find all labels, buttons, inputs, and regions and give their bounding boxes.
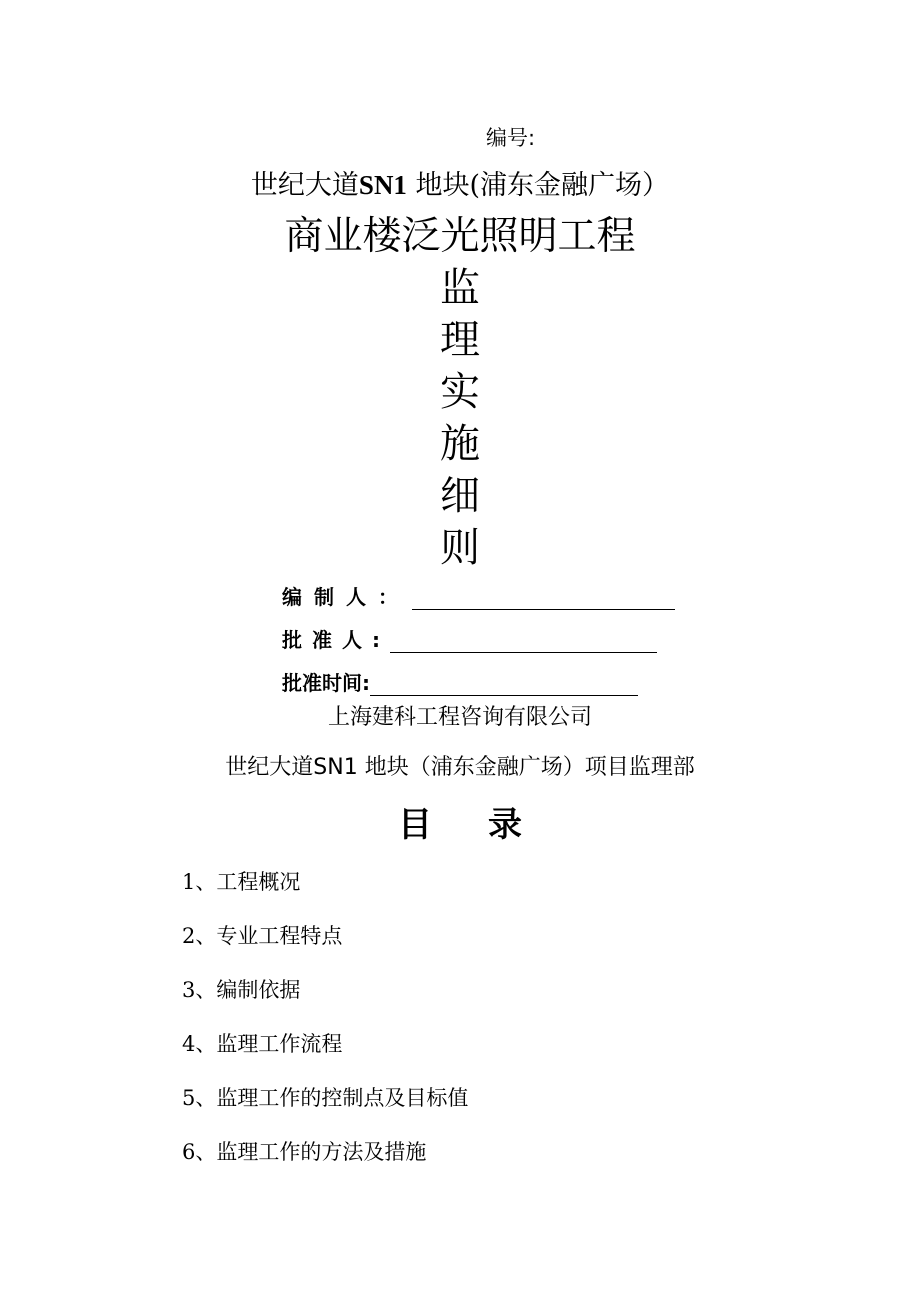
company-name: 上海建科工程咨询有限公司 — [327, 705, 592, 730]
approver-field — [282, 623, 657, 653]
toc-item[interactable]: 3、编制依据 — [182, 978, 301, 1002]
project-code: SN1 — [358, 170, 407, 200]
approval-time-field — [282, 666, 638, 696]
compiler-field — [282, 580, 675, 610]
document-type-char: 理 — [440, 317, 480, 363]
toc-item[interactable]: 1、工程概况 — [182, 870, 301, 894]
document-type-char: 施 — [440, 421, 480, 467]
toc-item[interactable]: 2、专业工程特点 — [182, 924, 343, 948]
document-type-char: 监 — [440, 265, 480, 311]
serial-number-label: 编号: — [486, 126, 536, 150]
toc-item[interactable]: 6、监理工作的方法及措施 — [182, 1140, 427, 1164]
document-type-char: 实 — [440, 369, 480, 415]
project-name-suffix: 地块(浦东金融广场） — [406, 170, 670, 201]
department-name: 世纪大道SN1 地块（浦东金融广场）项目监理部 — [225, 755, 695, 780]
toc-item[interactable]: 5、监理工作的控制点及目标值 — [182, 1086, 469, 1110]
document-type-char: 则 — [440, 525, 480, 571]
toc-item[interactable]: 4、监理工作流程 — [182, 1032, 343, 1056]
toc-list — [182, 864, 468, 1188]
approver-blank-line[interactable] — [390, 628, 657, 653]
document-type-vertical — [0, 262, 920, 574]
document-type-char: 细 — [440, 473, 480, 519]
approval-time-label: 批准时间: — [282, 671, 370, 695]
project-name-prefix: 世纪大道 — [250, 170, 359, 201]
toc-heading: 目录 — [398, 805, 578, 845]
approver-label: 批准人: — [282, 628, 390, 652]
document-title: 商业楼泛光照明工程 — [284, 214, 636, 259]
approval-time-blank-line[interactable] — [370, 671, 638, 696]
compiler-blank-line[interactable] — [412, 585, 675, 610]
project-name — [0, 167, 920, 204]
compiler-label: 编制人： — [282, 585, 410, 609]
